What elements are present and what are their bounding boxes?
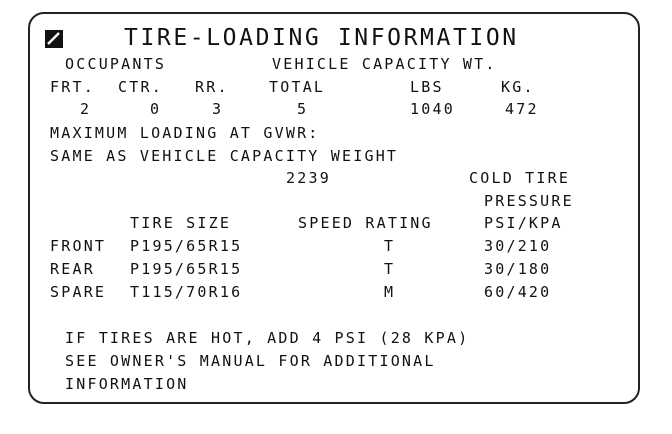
row-spare-pressure: 60/420 bbox=[484, 283, 552, 301]
vehicle-capacity-heading: VEHICLE CAPACITY WT. bbox=[272, 55, 497, 73]
total-value: 5 bbox=[297, 100, 309, 118]
row-rear-pressure: 30/180 bbox=[484, 260, 552, 278]
row-front-pressure: 30/210 bbox=[484, 237, 552, 255]
gvwr-value: 2239 bbox=[286, 169, 331, 187]
ctr-label: CTR. bbox=[118, 78, 163, 96]
gvwr-line-2: SAME AS VEHICLE CAPACITY WEIGHT bbox=[50, 147, 399, 165]
row-front-rating: T bbox=[384, 237, 396, 255]
gvwr-line-1: MAXIMUM LOADING AT GVWR: bbox=[50, 124, 320, 142]
footer-line-1: IF TIRES ARE HOT, ADD 4 PSI (28 KPA) bbox=[65, 329, 470, 347]
frt-value: 2 bbox=[80, 100, 92, 118]
manufacturer-logo-icon bbox=[45, 30, 63, 48]
lbs-value: 1040 bbox=[410, 100, 455, 118]
speed-rating-heading: SPEED RATING bbox=[298, 214, 433, 232]
kg-label: KG. bbox=[501, 78, 535, 96]
row-spare-rating: M bbox=[384, 283, 396, 301]
label-title: TIRE-LOADING INFORMATION bbox=[124, 25, 519, 51]
tire-size-heading: TIRE SIZE bbox=[130, 214, 232, 232]
footer-line-3: INFORMATION bbox=[65, 375, 189, 393]
row-spare-position: SPARE bbox=[50, 283, 107, 301]
rr-value: 3 bbox=[212, 100, 224, 118]
ctr-value: 0 bbox=[150, 100, 162, 118]
row-rear-size: P195/65R15 bbox=[130, 260, 243, 278]
row-rear-position: REAR bbox=[50, 260, 95, 278]
row-spare-size: T115/70R16 bbox=[130, 283, 243, 301]
lbs-label: LBS bbox=[410, 78, 444, 96]
occupants-heading: OCCUPANTS bbox=[65, 55, 167, 73]
footer-line-2: SEE OWNER'S MANUAL FOR ADDITIONAL bbox=[65, 352, 436, 370]
pressure-heading: PRESSURE bbox=[484, 192, 574, 210]
total-label: TOTAL bbox=[269, 78, 326, 96]
row-rear-rating: T bbox=[384, 260, 396, 278]
rr-label: RR. bbox=[195, 78, 229, 96]
row-front-size: P195/65R15 bbox=[130, 237, 243, 255]
psi-kpa-heading: PSI/KPA bbox=[484, 214, 563, 232]
kg-value: 472 bbox=[505, 100, 539, 118]
cold-tire-heading: COLD TIRE bbox=[469, 169, 571, 187]
row-front-position: FRONT bbox=[50, 237, 107, 255]
frt-label: FRT. bbox=[50, 78, 95, 96]
